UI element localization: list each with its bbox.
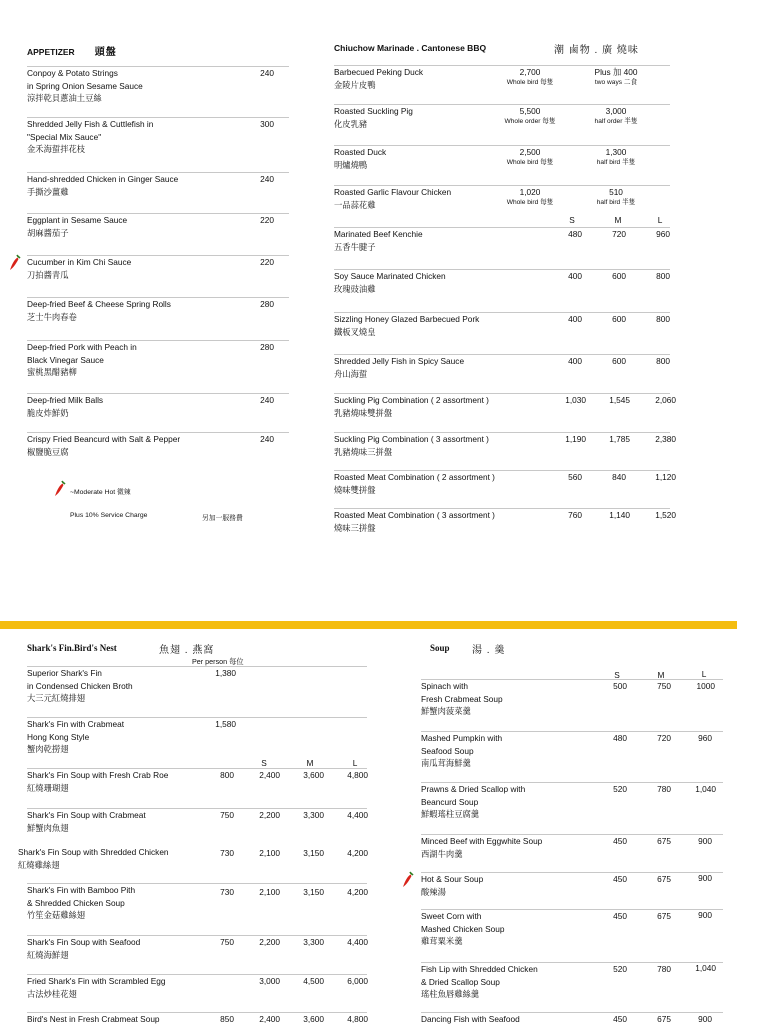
spicy-legend: ~Moderate Hot 微辣 (70, 489, 131, 496)
item-name: Mashed Pumpkin with Seafood Soup 南瓜茸海鮮羹 (421, 733, 503, 769)
price-m: 675 (657, 911, 671, 921)
price-m: 600 (612, 271, 626, 281)
price-s: 2,400 (259, 1014, 280, 1024)
price-l: 800 (656, 314, 670, 324)
price-unit: half order 半隻 (594, 118, 638, 125)
item-name: Shark's Fin Soup with Shredded Chicken 紅燒雞絲翅 (18, 847, 169, 870)
price-m: 675 (657, 836, 671, 846)
price-half (580, 186, 652, 208)
price-value: 2,500 (519, 147, 541, 157)
price-l: 2,060 (655, 395, 676, 405)
item-name: Deep-fried Pork with Peach in Black Vinegar Sauce 蜜桃黑醋豬柳 (27, 342, 137, 378)
item-name: Soy Sauce Marinated Chicken 玫瑰豉油雞 (334, 271, 446, 294)
item-name: Roasted Suckling Pig 化皮乳豬 (334, 106, 413, 129)
price-s: 450 (613, 911, 627, 921)
price-m: 3,150 (303, 848, 324, 858)
price-s: 2,100 (259, 887, 280, 897)
price-m: 780 (657, 964, 671, 974)
price-half (580, 105, 652, 127)
price-s: 3,000 (259, 976, 280, 986)
price-m: 3,150 (303, 887, 324, 897)
size-header-s: S (261, 758, 267, 768)
sharkfin-title: Shark's Fin.Bird's Nest (27, 643, 117, 653)
price-unit: Whole bird 每隻 (506, 159, 554, 166)
price-s: 520 (613, 964, 627, 974)
per-person-header: Per person 每位 (192, 657, 244, 666)
price-l: 2,380 (655, 434, 676, 444)
price-l: 4,400 (347, 937, 368, 947)
price-m: 1,140 (609, 510, 630, 520)
price-value: 1,020 (519, 187, 541, 197)
sharkfin-header (27, 643, 117, 653)
price-m: 750 (657, 681, 671, 691)
menu-item (421, 731, 723, 770)
price-l: 900 (698, 873, 712, 883)
item-name: Deep-fried Milk Balls 脆皮炸鮮奶 (27, 395, 104, 418)
price-s: 450 (613, 874, 627, 884)
price-m: 1,785 (609, 434, 630, 444)
item-name: Sweet Corn with Mashed Chicken Soup 雞茸粟米羹 (421, 911, 505, 947)
item-price: 240 (260, 434, 274, 444)
price-value: Plus 加 400 (594, 67, 638, 77)
soup-header (430, 643, 450, 653)
size-header-l: L (657, 215, 663, 225)
item-name: Fish Lip with Shredded Chicken & Dried Scallop Soup 瑤柱魚唇雞絲羹 (421, 964, 538, 1000)
price-whole (494, 146, 566, 168)
item-name: Shark's Fin with Crabmeat Hong Kong Style 蟹肉乾撈翅 (27, 719, 125, 755)
price-s: 450 (613, 836, 627, 846)
size-header-s: S (614, 670, 620, 680)
item-name: Hot & Sour Soup 酸辣湯 (421, 874, 484, 897)
soup-title-cn: 湯 . 羹 (472, 645, 506, 656)
price-l: 960 (656, 229, 670, 239)
price-half (580, 146, 652, 168)
price-l: 1,040 (695, 784, 716, 794)
item-name: Prawns & Dried Scallop with Beancurd Soup 鮮蝦瑤柱豆腐羹 (421, 784, 526, 820)
size-header-l: L (701, 669, 707, 679)
item-name: Roasted Meat Combination ( 3 assortment ) 燒味三拼盤 (334, 510, 495, 533)
price-s: 400 (568, 356, 582, 366)
price-s: 1,030 (565, 395, 586, 405)
item-name: Sizzling Honey Glazed Barbecued Pork 鐵板叉燒皇 (334, 314, 480, 337)
menu-item (421, 872, 723, 898)
price-whole (494, 186, 566, 208)
price-l: 4,800 (347, 1014, 368, 1024)
price-value: 1,300 (605, 147, 627, 157)
price-m: 3,300 (303, 810, 324, 820)
chili-pepper-icon (8, 254, 22, 272)
size-header-m: M (614, 215, 622, 225)
price-unit: two ways 二食 (594, 79, 638, 86)
menu-item (421, 679, 723, 718)
item-name: Cucumber in Kim Chi Sauce 刀拍醬青瓜 (27, 257, 132, 280)
price-m: 3,600 (303, 1014, 324, 1024)
bbq-title-cn: 潮 鹵物 . 廣 燒味 (554, 45, 639, 56)
menu-item (421, 834, 723, 860)
menu-item (27, 717, 367, 756)
menu-item (421, 962, 723, 1001)
price-s: 760 (568, 510, 582, 520)
price-unit: half bird 半隻 (596, 159, 636, 166)
soup-title: Soup (430, 643, 450, 653)
item-name: Fried Shark's Fin with Scrambled Egg 古法炒桂花翅 (27, 976, 166, 999)
price-unit: Whole order 每隻 (504, 118, 556, 125)
item-name: Eggplant in Sesame Sauce 胡麻醬茄子 (27, 215, 128, 238)
price-s: 480 (568, 229, 582, 239)
price-s: 2,200 (259, 937, 280, 947)
bbq-header (334, 43, 486, 53)
section-divider (0, 621, 737, 629)
chili-pepper-icon (401, 871, 415, 889)
appetizer-header (27, 43, 117, 58)
price-per-person: 750 (220, 810, 234, 820)
price-m: 1,545 (609, 395, 630, 405)
item-name: Bird's Nest in Fresh Crabmeat Soup (27, 1014, 160, 1024)
price-l: 800 (656, 271, 670, 281)
price-value: 2,700 (519, 67, 541, 77)
item-name: Shark's Fin Soup with Crabmeat 鮮蟹肉魚翅 (27, 810, 146, 833)
price-s: 560 (568, 472, 582, 482)
item-name: Spinach with Fresh Crabmeat Soup 鮮蟹肉菠菜羹 (421, 681, 503, 717)
price-s: 400 (568, 314, 582, 324)
price-per-person: 750 (220, 937, 234, 947)
price-l: 4,200 (347, 848, 368, 858)
item-price: 280 (260, 299, 274, 309)
price-s: 2,100 (259, 848, 280, 858)
bbq-title: Chiuchow Marinade . Cantonese BBQ (334, 43, 487, 53)
price-l: 4,400 (347, 810, 368, 820)
price-s: 450 (613, 1014, 627, 1024)
item-name: Marinated Beef Kenchie 五香牛腱子 (334, 229, 423, 252)
sharkfin-title-cn: 魚翅 . 燕窩 (159, 645, 215, 656)
item-name: Crispy Fried Beancurd with Salt & Pepper 椒鹽脆豆腐 (27, 434, 181, 457)
item-name: Shredded Jelly Fish & Cuttlefish in "Special Mix Sauce" 金禾海蜇拌花枝 (27, 119, 154, 155)
item-name: Shredded Jelly Fish in Spicy Sauce 舟山海蜇 (334, 356, 465, 379)
menu-item (421, 782, 723, 821)
item-name: Suckling Pig Combination ( 3 assortment ) 乳豬燒味三拼盤 (334, 434, 489, 457)
price-per-person: 1,380 (215, 668, 236, 678)
price-per-person: 730 (220, 887, 234, 897)
item-price: 240 (260, 68, 274, 78)
menu-item (27, 666, 367, 705)
price-value: 3,000 (605, 106, 627, 116)
item-name: Superior Shark's Fin in Condensed Chicken Broth 大三元紅燒排翅 (27, 668, 133, 704)
price-s: 2,400 (259, 770, 280, 780)
item-name: Dancing Fish with Seafood (421, 1014, 520, 1024)
size-header-m: M (657, 670, 665, 680)
size-header-l: L (352, 758, 358, 768)
price-unit: half bird 半隻 (596, 199, 636, 206)
price-s: 500 (613, 681, 627, 691)
service-charge-note: Plus 10% Service Charge (70, 512, 148, 519)
item-name: Conpoy & Potato Strings in Spring Onion Sesame Sauce 涼拌乾貝蔥油土豆絲 (27, 68, 143, 104)
price-l: 900 (698, 1014, 712, 1024)
item-name: Roasted Garlic Flavour Chicken 一品蒜花雞 (334, 187, 452, 210)
item-price: 240 (260, 174, 274, 184)
item-price: 240 (260, 395, 274, 405)
size-header-m: M (306, 758, 314, 768)
price-l: 4,800 (347, 770, 368, 780)
price-per-person: 1,580 (215, 719, 236, 729)
service-charge-note-cn: 另加一服務費 (202, 515, 243, 522)
price-m: 780 (657, 784, 671, 794)
price-l: 4,200 (347, 887, 368, 897)
price-whole (494, 66, 566, 88)
price-half (580, 66, 652, 88)
price-m: 840 (612, 472, 626, 482)
price-m: 720 (612, 229, 626, 239)
price-l: 1,040 (695, 963, 716, 973)
price-s: 480 (613, 733, 627, 743)
price-value: 5,500 (519, 106, 541, 116)
item-name: Shark's Fin Soup with Seafood 紅燒海鮮翅 (27, 937, 141, 960)
price-l: 960 (698, 733, 712, 743)
price-l: 1000 (696, 681, 715, 691)
item-price: 280 (260, 342, 274, 352)
menu-item (421, 909, 723, 948)
price-m: 4,500 (303, 976, 324, 986)
price-l: 1,520 (655, 510, 676, 520)
price-unit: Whole bird 每隻 (506, 199, 554, 206)
price-per-person: 800 (220, 770, 234, 780)
price-m: 600 (612, 356, 626, 366)
price-s: 400 (568, 271, 582, 281)
size-header-s: S (569, 215, 575, 225)
appetizer-title: APPETIZER (27, 47, 75, 57)
price-value: 510 (609, 187, 623, 197)
price-m: 3,600 (303, 770, 324, 780)
price-l: 1,120 (655, 472, 676, 482)
price-l: 800 (656, 356, 670, 366)
price-per-person: 850 (220, 1014, 234, 1024)
price-l: 6,000 (347, 976, 368, 986)
price-s: 2,200 (259, 810, 280, 820)
item-name: Hand-shredded Chicken in Ginger Sauce 手撕沙薑雞 (27, 174, 179, 197)
price-m: 720 (657, 733, 671, 743)
price-m: 3,300 (303, 937, 324, 947)
item-name: Shark's Fin with Bamboo Pith & Shredded Chicken Soup 竹笙金菇雞絲翅 (27, 885, 136, 921)
item-name: Roasted Meat Combination ( 2 assortment ) 燒味雙拼盤 (334, 472, 495, 495)
item-price: 220 (260, 257, 274, 267)
price-l: 900 (698, 836, 712, 846)
price-m: 600 (612, 314, 626, 324)
item-name: Roasted Duck 明爐燒鴨 (334, 147, 387, 170)
item-name: Minced Beef with Eggwhite Soup 西湖牛肉羹 (421, 836, 543, 859)
price-s: 520 (613, 784, 627, 794)
item-price: 220 (260, 215, 274, 225)
price-s: 1,190 (565, 434, 586, 444)
item-name: Suckling Pig Combination ( 2 assortment ) 乳豬燒味雙拼盤 (334, 395, 489, 418)
chili-pepper-icon (53, 480, 67, 498)
item-price: 300 (260, 119, 274, 129)
price-unit: Whole bird 每隻 (506, 79, 554, 86)
item-name: Barbecued Peking Duck 金陵片皮鴨 (334, 67, 424, 90)
price-m: 675 (657, 874, 671, 884)
appetizer-title-cn: 頭盤 (94, 47, 117, 58)
price-per-person: 730 (220, 848, 234, 858)
item-name: Shark's Fin Soup with Fresh Crab Roe 紅燒珊瑚翅 (27, 770, 169, 793)
price-whole (494, 105, 566, 127)
item-name: Deep-fried Beef & Cheese Spring Rolls 芝士牛肉春卷 (27, 299, 171, 322)
price-m: 675 (657, 1014, 671, 1024)
price-l: 900 (698, 910, 712, 920)
